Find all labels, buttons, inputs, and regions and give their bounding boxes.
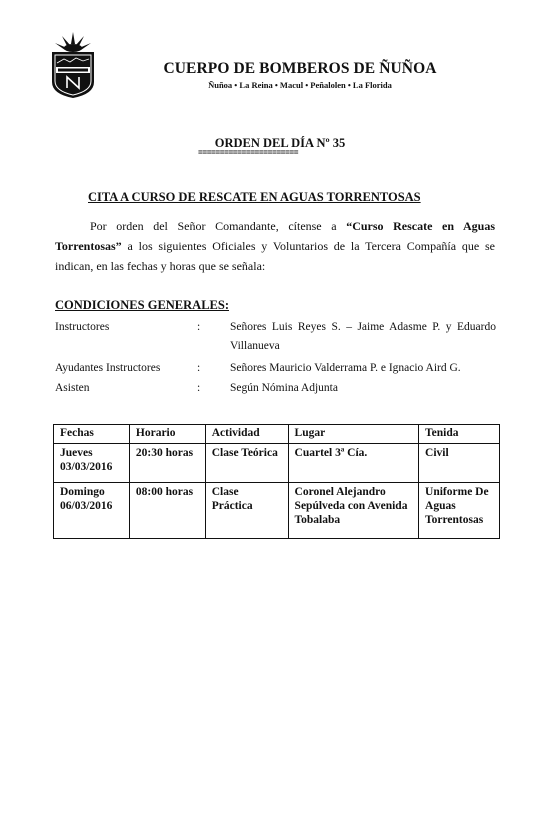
- order-title-rule: =======================: [198, 150, 299, 158]
- header-tenida: Tenida: [419, 425, 500, 444]
- intro-text-part1: Por orden del Señor Comandante, cítense a: [90, 219, 347, 233]
- fecha-dia: Jueves: [60, 447, 93, 459]
- condition-colon: :: [197, 362, 201, 374]
- condition-value: Señores Luis Reyes S. – Jaime Adasme P. y Eduardo Villanueva: [230, 321, 496, 352]
- cell-lugar: Coronel Alejandro Sepúlveda con Avenida Tobalaba: [288, 483, 418, 539]
- cell-horario: 08:00 horas: [129, 483, 205, 539]
- cell-actividad: Clase Teórica: [205, 444, 288, 483]
- course-title: CITA A CURSO DE RESCATE EN AGUAS TORRENTOSAS: [88, 190, 421, 204]
- schedule-table: [53, 424, 500, 539]
- header-horario: Horario: [129, 425, 205, 444]
- cell-lugar: Cuartel 3ª Cía.: [288, 444, 418, 483]
- cell-actividad: Clase Práctica: [205, 483, 288, 539]
- conditions-title: CONDICIONES GENERALES:: [55, 298, 229, 312]
- header-lugar: Lugar: [288, 425, 418, 444]
- condition-value: Señores Mauricio Valderrama P. e Ignacio Aird G.: [230, 362, 461, 374]
- condition-label: Ayudantes Instructores: [55, 362, 161, 374]
- intro-text-part2: a los siguientes Oficiales y Voluntarios de la Tercera Compañía que se indican, en las fechas y horas que se señala:: [55, 239, 495, 273]
- table-row: [54, 444, 500, 483]
- fecha-date: 03/03/2016: [60, 461, 113, 473]
- condition-value: Según Nómina Adjunta: [230, 382, 338, 394]
- fecha-dia: Domingo: [60, 486, 105, 498]
- organization-name: CUERPO DE BOMBEROS DE ÑUÑOA: [163, 60, 437, 77]
- fecha-date: 06/03/2016: [60, 500, 113, 512]
- table-row: [54, 483, 500, 539]
- order-title: ORDEN DEL DÍA Nº 35: [214, 136, 346, 150]
- condition-row-asisten: [55, 379, 496, 399]
- intro-course-name: “Curso Rescate en Aguas Torrentosas”: [55, 219, 495, 253]
- condition-colon: :: [197, 382, 201, 394]
- cell-tenida: Uniforme De Aguas Torrentosas: [419, 483, 500, 539]
- schedule-header-row: [54, 425, 500, 444]
- condition-row-instructores: [55, 318, 496, 358]
- cell-fecha: [54, 444, 130, 483]
- header-actividad: Actividad: [205, 425, 288, 444]
- header-fechas: Fechas: [54, 425, 130, 444]
- cell-fecha: [54, 483, 130, 539]
- organization-communes: Ñuñoa • La Reina • Macul • Peñalolen • La Florida: [208, 80, 392, 90]
- intro-paragraph: [55, 216, 495, 276]
- fire-department-crest-icon: [48, 30, 98, 100]
- condition-label: Instructores: [55, 321, 110, 333]
- condition-row-ayudantes: [55, 359, 496, 379]
- condition-label: Asisten: [55, 382, 90, 394]
- cell-tenida: Civil: [419, 444, 500, 483]
- condition-colon: :: [197, 321, 201, 333]
- cell-horario: 20:30 horas: [129, 444, 205, 483]
